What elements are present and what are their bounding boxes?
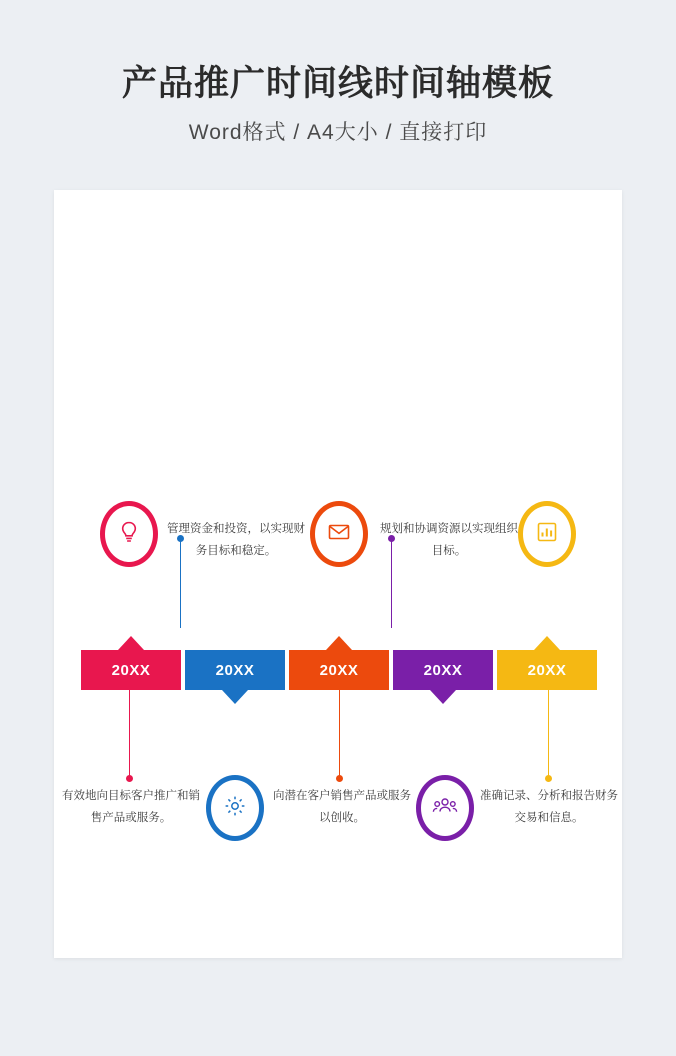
- connector-line-orange-bottom: [339, 690, 340, 778]
- connector-dot-blue: [177, 535, 184, 542]
- header: [0, 0, 676, 146]
- bottom-description-1: 有效地向目标客户推广和销售产品或服务。: [62, 790, 200, 824]
- milestone-ribbon-pink[interactable]: [81, 650, 181, 690]
- page-title: 产品推广时间线时间轴模板: [121, 64, 554, 103]
- bar-chart-icon: [536, 521, 558, 547]
- icon-circle-gear[interactable]: [206, 775, 264, 841]
- people-icon: [432, 795, 458, 821]
- connector-line-purple: [391, 540, 392, 628]
- ribbon-tail-down-blue: [222, 690, 248, 704]
- milestone-ribbon-yellow[interactable]: [497, 650, 597, 690]
- connector-line-pink-bottom: [129, 690, 130, 778]
- gear-icon: [223, 794, 247, 822]
- ribbon-tail-down-purple: [430, 690, 456, 704]
- connector-dot-orange-bottom: [336, 775, 343, 782]
- bottom-description-2: 向潜在客户销售产品或服务以创收。: [273, 790, 411, 824]
- ribbon-label-pink: 20XX: [111, 661, 151, 679]
- connector-dot-purple: [388, 535, 395, 542]
- timeline-canvas: [54, 190, 622, 958]
- ribbon-tail-up-yellow: [534, 636, 560, 650]
- icon-circle-envelope[interactable]: [310, 501, 368, 567]
- icon-circle-lightbulb[interactable]: [100, 501, 158, 567]
- ribbon-label-orange: 20XX: [319, 661, 359, 679]
- ribbon-label-blue: 20XX: [215, 661, 255, 679]
- ribbon-label-purple: 20XX: [423, 661, 463, 679]
- document-sheet: [54, 190, 622, 958]
- lightbulb-icon: [118, 520, 140, 548]
- milestone-ribbon-blue[interactable]: [185, 650, 285, 690]
- envelope-icon: [327, 522, 351, 546]
- ribbon-tail-up-pink: [118, 636, 144, 650]
- ribbon-label-yellow: 20XX: [527, 661, 567, 679]
- milestone-ribbon-orange[interactable]: [289, 650, 389, 690]
- top-description-1: 管理资金和投资，以实现财务目标和稳定。: [167, 523, 305, 557]
- page-subtitle: Word格式 / A4大小 / 直接打印: [188, 121, 488, 144]
- connector-line-blue: [180, 540, 181, 628]
- icon-circle-bar-chart[interactable]: [518, 501, 576, 567]
- bottom-description-3: 准确记录、分析和报告财务交易和信息。: [480, 790, 618, 824]
- connector-line-yellow-bottom: [548, 690, 549, 778]
- ribbon-tail-up-orange: [326, 636, 352, 650]
- milestone-ribbon-purple[interactable]: [393, 650, 493, 690]
- icon-circle-people[interactable]: [416, 775, 474, 841]
- top-description-2: 规划和协调资源以实现组织目标。: [380, 523, 518, 557]
- connector-dot-yellow-bottom: [545, 775, 552, 782]
- connector-dot-pink-bottom: [126, 775, 133, 782]
